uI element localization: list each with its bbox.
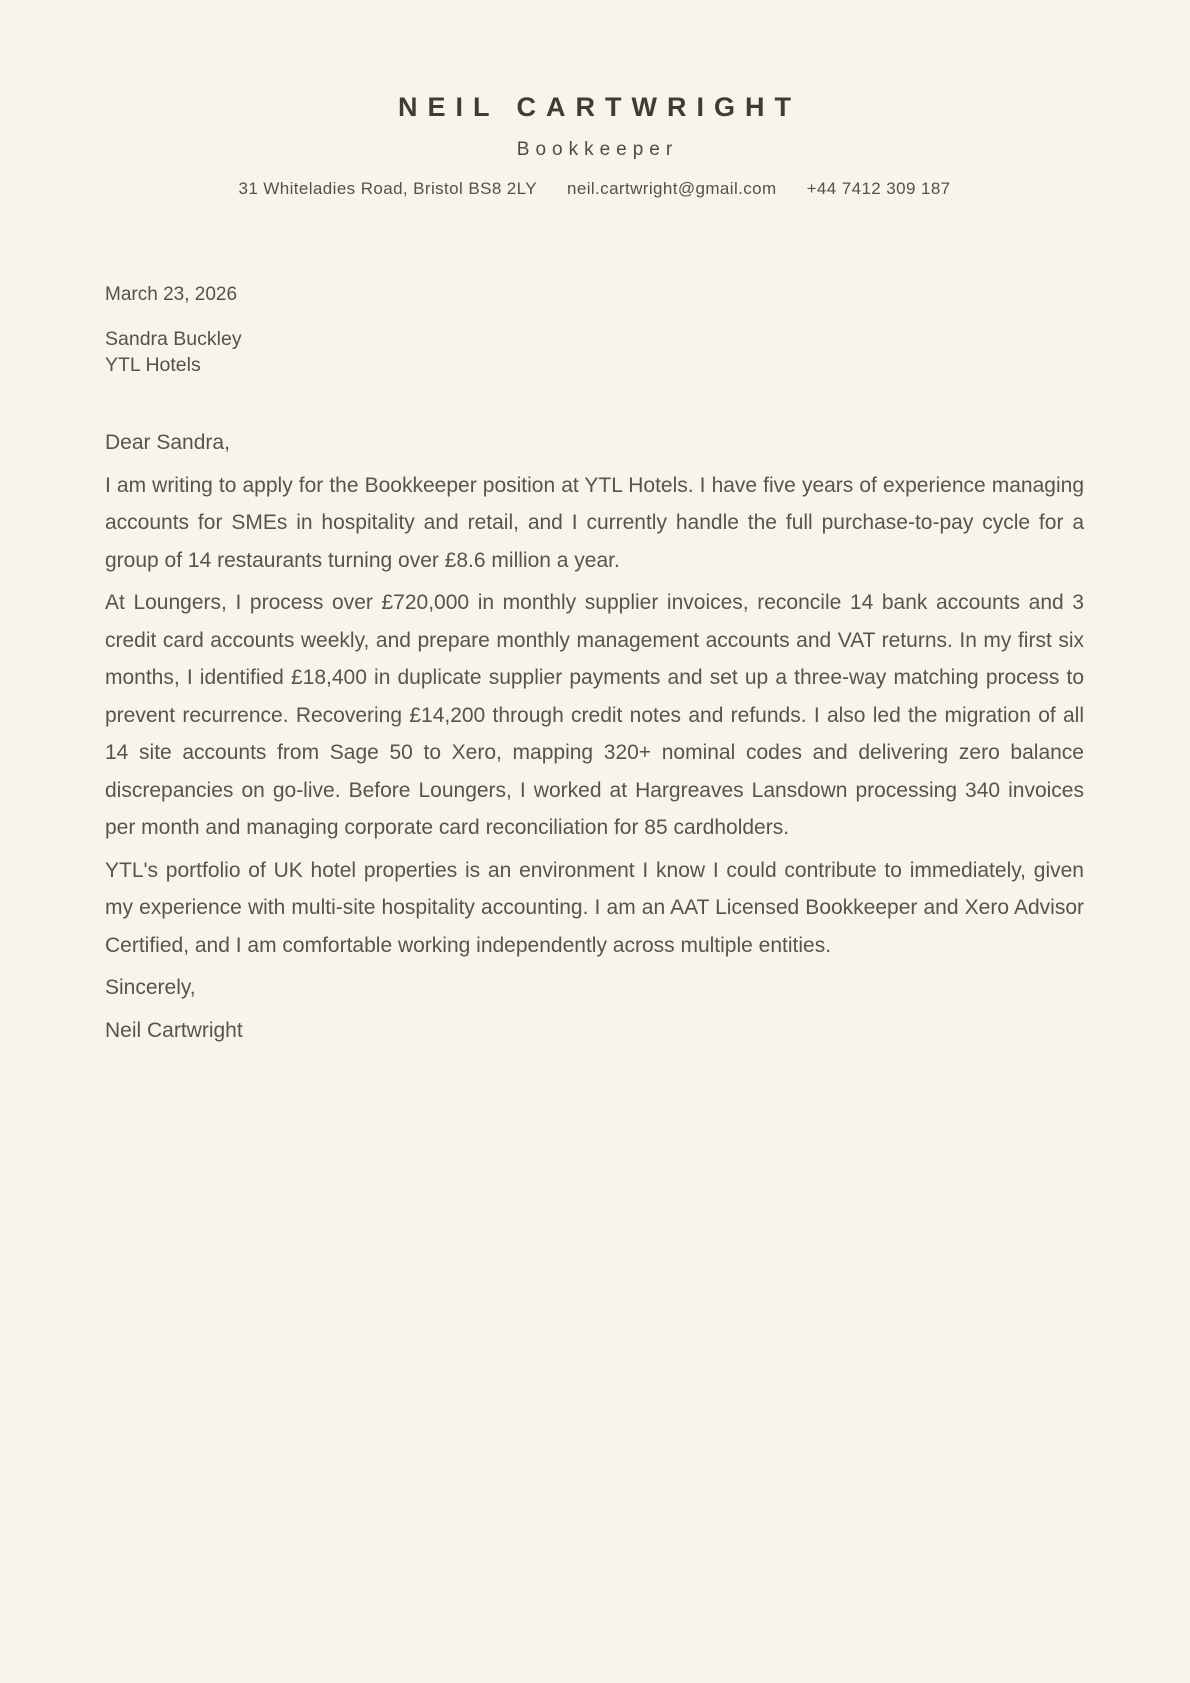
letter-date: March 23, 2026 [105,284,238,305]
author-job-title: Bookkeeper [516,139,679,160]
contact-email: neil.cartwright@gmail.com [566,179,777,198]
letterhead [105,92,1084,199]
salutation: Dear Sandra, [105,431,230,454]
letter-body [105,424,1084,1049]
recipient-name: Sandra Buckley [105,328,242,350]
letter-paragraph: YTL's portfolio of UK hotel properties is an environment I know I could contribute to immediately, given my experience with multi-site hospitality accounting. I am an AAT Licensed Bookkeeper and Xero Advisor Certified, and I am comfortable working independently across multiple entities. [105,858,1084,957]
recipient-company: YTL Hotels [105,353,201,376]
author-name: NEIL CARTWRIGHT [398,92,801,122]
contact-line [105,179,1084,199]
contact-phone: +44 7412 309 187 [806,179,951,198]
letter-paragraph: I am writing to apply for the Bookkeeper position at YTL Hotels. I have five years of experience managing accounts for SMEs in hospitality and retail, and I currently handle the full purchase-to-pay cycle for a group of 14 restaurants turning over £8.6 million a year. [105,473,1084,572]
closing: Sincerely, [105,976,196,999]
signature: Neil Cartwright [105,1018,243,1042]
letter-paragraph: At Loungers, I process over £720,000 in monthly supplier invoices, reconcile 14 bank accounts and 3 credit card accounts weekly, and prepare monthly management accounts and VAT returns. In my first six months, I identified £18,400 in duplicate supplier payments and set up a three-way matching process to prevent recurrence. Recovering £14,200 through credit notes and refunds. I also led the migration of all 14 site accounts from Sage 50 to Xero, mapping 320+ nominal codes and delivering zero balance discrepancies on go-live. Before Loungers, I worked at Hargreaves Lansdown processing 340 invoices per month and managing corporate card reconciliation for 85 cardholders. [105,591,1084,839]
recipient-block [105,327,1084,378]
contact-address: 31 Whiteladies Road, Bristol BS8 2LY [238,179,537,198]
